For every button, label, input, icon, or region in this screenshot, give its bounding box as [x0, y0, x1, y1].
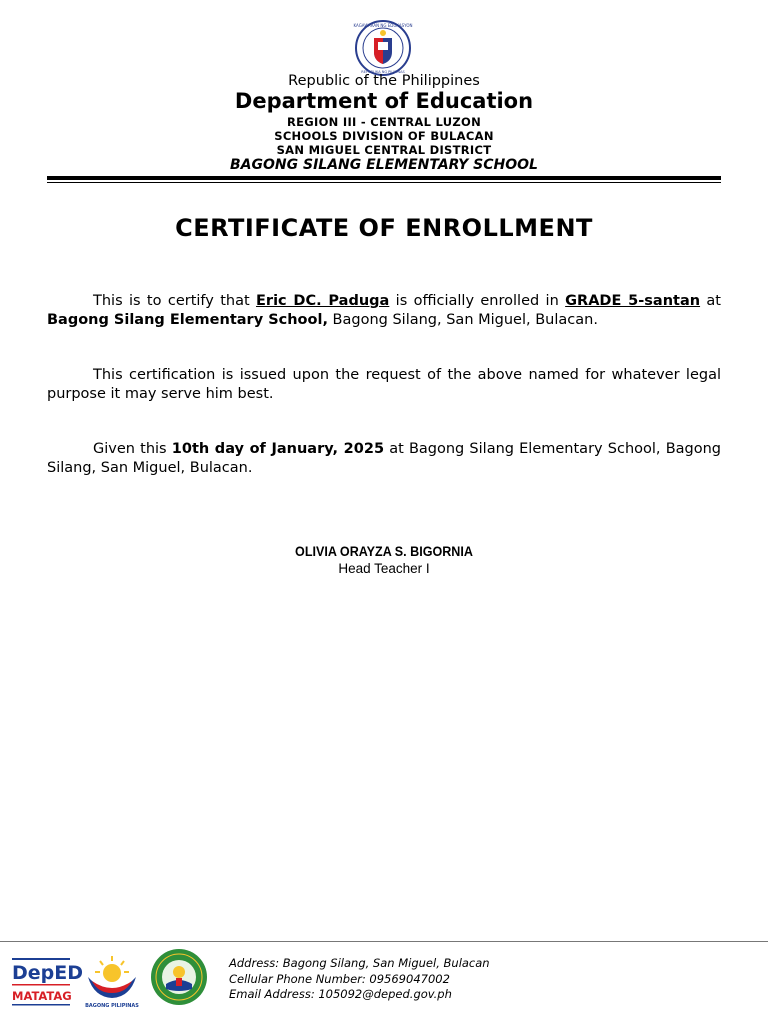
- p1-intro: This is to certify that: [93, 293, 257, 309]
- p1-location: Bagong Silang, San Miguel, Bulacan.: [327, 312, 598, 328]
- grade-section: GRADE 5-santan: [565, 293, 701, 309]
- school-seal-logo: [148, 948, 210, 1006]
- footer-phone: Cellular Phone Number: 09569047002: [229, 971, 450, 986]
- signatory-position: Head Teacher I: [338, 561, 430, 576]
- division-line: SCHOOLS DIVISION OF BULACAN: [274, 129, 494, 143]
- bagong-pilipinas-logo: [82, 951, 142, 1009]
- certificate-title: CERTIFICATE OF ENROLLMENT: [175, 214, 593, 242]
- p1-mid: is officially enrolled in: [389, 293, 566, 309]
- school-name-inline: Bagong Silang Elementary School,: [47, 312, 328, 328]
- certification-paragraph: [47, 292, 721, 330]
- footer-divider: [0, 941, 768, 942]
- school-name-heading: BAGONG SILANG ELEMENTARY SCHOOL: [230, 157, 538, 173]
- seal-text: KAGAWARAN NG EDUKASYON: [353, 23, 413, 28]
- purpose-paragraph: [47, 366, 721, 404]
- district-line: SAN MIGUEL CENTRAL DISTRICT: [276, 143, 492, 157]
- issue-date: 10th day of January, 2025: [171, 441, 385, 457]
- header-divider-thin: [47, 182, 721, 183]
- issued-date-paragraph: [47, 440, 721, 478]
- header-divider-thick: [47, 176, 721, 180]
- footer-email: Email Address: 105092@deped.gov.ph: [229, 987, 452, 1001]
- signatory-name: OLIVIA ORAYZA S. BIGORNIA: [295, 544, 473, 559]
- contact-info: [229, 956, 490, 1003]
- p2-text: This certification is issued upon the request of the above named for whatever legal purpose it may serve him best.: [47, 367, 721, 402]
- republic-heading: Republic of the Philippines: [288, 73, 480, 89]
- region-line: REGION III - CENTRAL LUZON: [286, 115, 482, 129]
- seal-subtext: REPUBLIKA NG PILIPINAS: [361, 70, 405, 74]
- department-heading: Department of Education: [234, 89, 534, 113]
- deped-seal-logo: [352, 19, 414, 77]
- p3-intro: Given this: [93, 441, 172, 457]
- student-name: Eric DC. Paduga: [256, 293, 390, 309]
- deped-logo-text: DepED: [12, 962, 84, 984]
- p1-at: at: [700, 293, 721, 309]
- bagong-pilipinas-text: BAGONG PILIPINAS: [85, 1003, 139, 1009]
- p3-rest: at Bagong Silang Elementary School, Bagong Silang, San Miguel, Bulacan.: [47, 441, 721, 476]
- deped-matatag-logo: [10, 958, 84, 1008]
- matatag-logo-text: MATATAG: [12, 989, 72, 1003]
- footer-address: Address: Bagong Silang, San Miguel, Bulacan: [229, 956, 490, 970]
